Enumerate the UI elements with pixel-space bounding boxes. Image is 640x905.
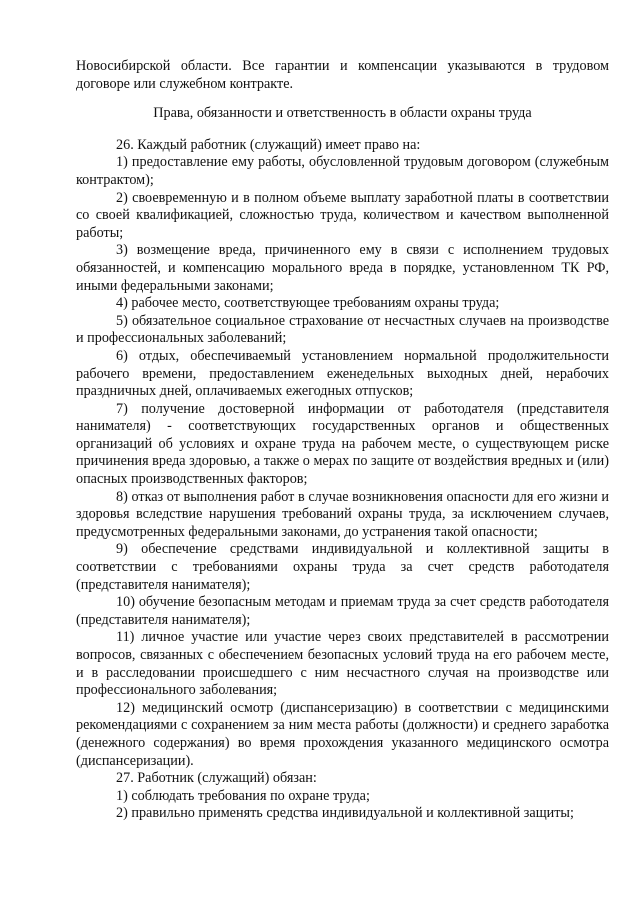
clause-26-item-12: 12) медицинский осмотр (диспансеризацию) в соответствии с медицинскими рекомендациями с сохранением за ним места работы (должности) и среднего заработка (денежного содержания) во время прохождения указанного медицинского осмотра (диспансеризации). (76, 699, 609, 769)
clause-26-item-9: 9) обеспечение средствами индивидуальной и коллективной защиты в соответствии с требованиями охраны труда за счет средств работодателя (представителя нанимателя); (76, 541, 609, 593)
clause-26-item-8: 8) отказ от выполнения работ в случае возникновения опасности для его жизни и здоровья вследствие нарушения требований охраны труда, за исключением случаев, предусмотренных федеральными законами, до устранения такой опасности; (76, 488, 609, 540)
intro-paragraph: Новосибирской области. Все гарантии и компенсации указываются в трудовом договоре или служебном контракте. (76, 58, 609, 92)
clause-26-item-10: 10) обучение безопасным методам и приемам труда за счет средств работодателя (представителя нанимателя); (76, 594, 609, 628)
document-page (76, 58, 609, 823)
clause-26-item-3: 3) возмещение вреда, причиненного ему в связи с исполнением трудовых обязанностей, и компенсацию морального вреда в порядке, установленном ТК РФ, иными федеральными законами; (76, 242, 609, 294)
clause-26: 26. Каждый работник (служащий) имеет право на: (116, 136, 421, 153)
clause-26-item-5: 5) обязательное социальное страхование от несчастных случаев на производстве и профессиональных заболеваний; (76, 312, 609, 347)
clause-26-item-7: 7) получение достоверной информации от работодателя (представителя нанимателя) - соответствующих государственных органов и общественных организаций об условиях и охране труда на рабочем месте, о существующем риске причинения вреда здоровью, а также о мерах по защите от воздействия вредных и (или) опасных производственных факторов; (76, 400, 609, 488)
clause-26-item-4: 4) рабочее место, соответствующее требованиям охраны труда; (116, 295, 500, 312)
clause-26-item-11: 11) личное участие или участие через своих представителей в рассмотрении вопросов, связанных с обеспечением безопасных условий труда на его рабочем месте, и в расследовании происшедшего с ним несчастного случая на производстве или профессионального заболевания; (76, 629, 609, 699)
clause-27-item-1: 1) соблюдать требования по охране труда; (116, 787, 370, 804)
section-heading: Права, обязанности и ответственность в области охраны труда (153, 105, 532, 122)
clause-26-item-2: 2) своевременную и в полном объеме выплату заработной платы в соответствии со своей квалификацией, сложностью труда, количеством и качеством выполненной работы; (76, 189, 609, 241)
clause-27-item-2: 2) правильно применять средства индивидуальной и коллективной защиты; (116, 805, 574, 822)
clause-27: 27. Работник (служащий) обязан: (116, 770, 317, 787)
clause-26-item-1: 1) предоставление ему работы, обусловленной трудовым договором (служебным контрактом); (76, 154, 609, 188)
clause-26-item-6: 6) отдых, обеспечиваемый установлением нормальной продолжительности рабочего времени, предоставлением еженедельных выходных дней, нерабочих праздничных дней, оплачиваемых ежегодных отпусков; (76, 347, 609, 400)
